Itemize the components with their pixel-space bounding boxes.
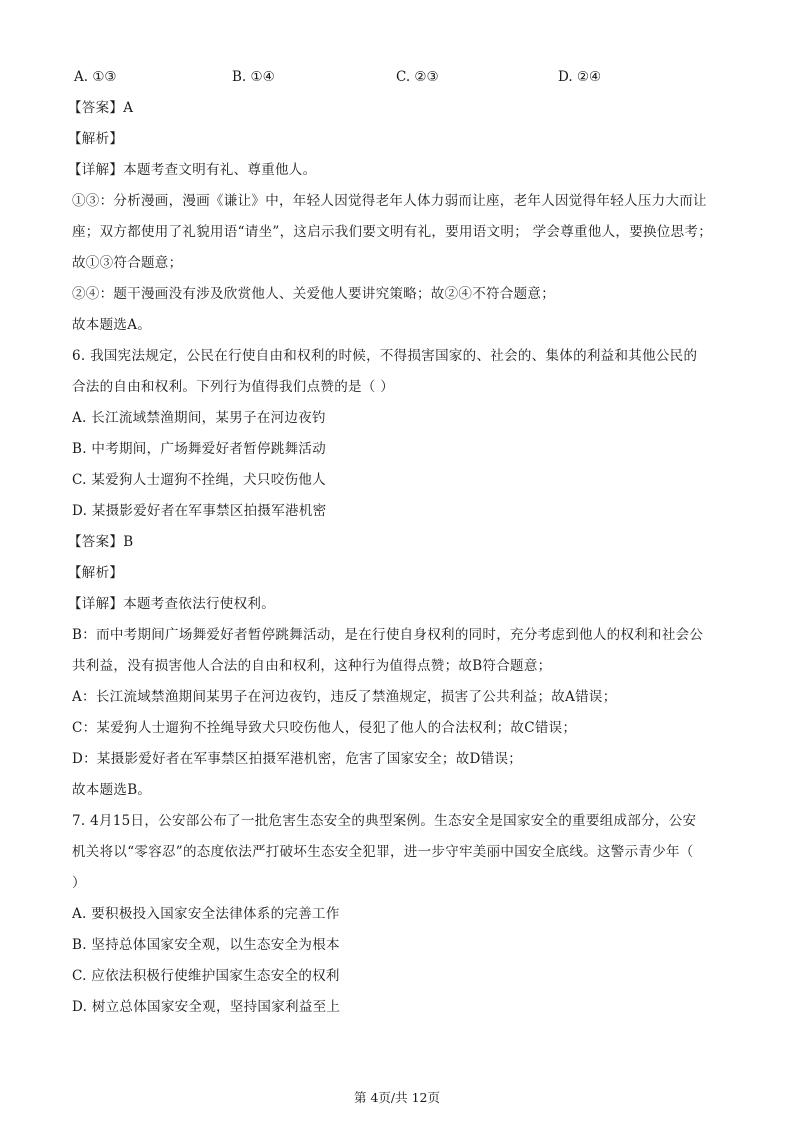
q6-stem-line: 6. 我国宪法规定，公民在行使自由和权利的时候，不得损害国家的、社会的、集体的利益和其他公民的 bbox=[72, 348, 698, 364]
q6-body-line: C：某爱狗人士遛狗不拴绳导致犬只咬伤他人，侵犯了他人的合法权利；故C错误； bbox=[72, 720, 577, 736]
q5-body-line: ②④：题干漫画没有涉及欣赏他人、关爱他人要讲究策略；故②④不符合题意； bbox=[72, 286, 555, 302]
q5-option-b: B. ①④ bbox=[232, 69, 275, 85]
q7-option-a: A. 要积极投入国家安全法律体系的完善工作 bbox=[72, 906, 340, 922]
page-number-footer: 第 4页/共 12页 bbox=[353, 1090, 441, 1105]
q7-option-d: D. 树立总体国家安全观，坚持国家利益至上 bbox=[72, 999, 341, 1015]
q6-option-c: C. 某爱狗人士遛狗不拴绳，犬只咬伤他人 bbox=[72, 472, 326, 488]
q5-body-line: 故①③符合题意； bbox=[72, 255, 183, 271]
q7-stem-line: ） bbox=[72, 875, 86, 891]
q6-option-a: A. 长江流域禁渔期间，某男子在河边夜钓 bbox=[72, 410, 326, 426]
q7-stem-line: 机关将以“零容忍”的态度依法严打破坏生态安全犯罪，进一步守牢美丽中国安全底线。这警示青少年（ bbox=[72, 844, 694, 860]
q7-option-c: C. 应依法积极行使维护国家生态安全的权利 bbox=[72, 968, 340, 984]
q5-body-line: 座；双方都使用了礼貌用语“请坐”，这启示我们要文明有礼，要用语文明； 学会尊重他人，要换位思考； bbox=[72, 224, 712, 240]
q5-body-line: ①③：分析漫画，漫画《谦让》中，年轻人因觉得老年人体力弱而让座，老年人因觉得年轻人压力大而让 bbox=[72, 193, 707, 209]
q6-body-line: A：长江流域禁渔期间某男子在河边夜钓，违反了禁渔规定，损害了公共利益；故A错误； bbox=[72, 689, 617, 705]
q5-conclusion: 故本题选A。 bbox=[72, 317, 152, 333]
q7-option-b: B. 坚持总体国家安全观，以生态安全为根本 bbox=[72, 937, 340, 953]
q6-stem-line: 合法的自由和权利。下列行为值得我们点赞的是（ ） bbox=[72, 379, 394, 395]
q6-body-line: B：而中考期间广场舞爱好者暂停跳舞活动，是在行使自身权利的同时，充分考虑到他人的权利和社会公 bbox=[72, 627, 704, 643]
q5-answer: 【答案】A bbox=[68, 100, 134, 116]
q6-option-d: D. 某摄影爱好者在军事禁区拍摄军港机密 bbox=[72, 503, 327, 519]
q5-option-d: D. ②④ bbox=[558, 69, 602, 85]
q6-body-line: D：某摄影爱好者在军事禁区拍摄军港机密，危害了国家安全；故D错误； bbox=[72, 751, 523, 767]
q5-options bbox=[72, 62, 728, 93]
q6-answer: 【答案】B bbox=[68, 534, 134, 550]
q6-detail: 【详解】本题考查依法行使权利。 bbox=[68, 596, 275, 612]
document-page bbox=[68, 62, 728, 1023]
q6-option-b: B. 中考期间，广场舞爱好者暂停跳舞活动 bbox=[72, 441, 327, 457]
q6-conclusion: 故本题选B。 bbox=[72, 782, 152, 798]
q5-analysis-heading: 【解析】 bbox=[68, 131, 124, 147]
q7-stem-line: 7. 4月15日，公安部公布了一批危害生态安全的典型案例。生态安全是国家安全的重要组成部分，公安 bbox=[72, 813, 697, 829]
q6-body-line: 共利益，没有损害他人合法的自由和权利，这种行为值得点赞；故B符合题意； bbox=[72, 658, 552, 674]
q5-option-a: A. ①③ bbox=[74, 69, 117, 85]
q6-analysis-heading: 【解析】 bbox=[68, 565, 124, 581]
q5-detail: 【详解】本题考查文明有礼、尊重他人。 bbox=[68, 162, 317, 178]
q5-option-c: C. ②③ bbox=[396, 69, 439, 85]
